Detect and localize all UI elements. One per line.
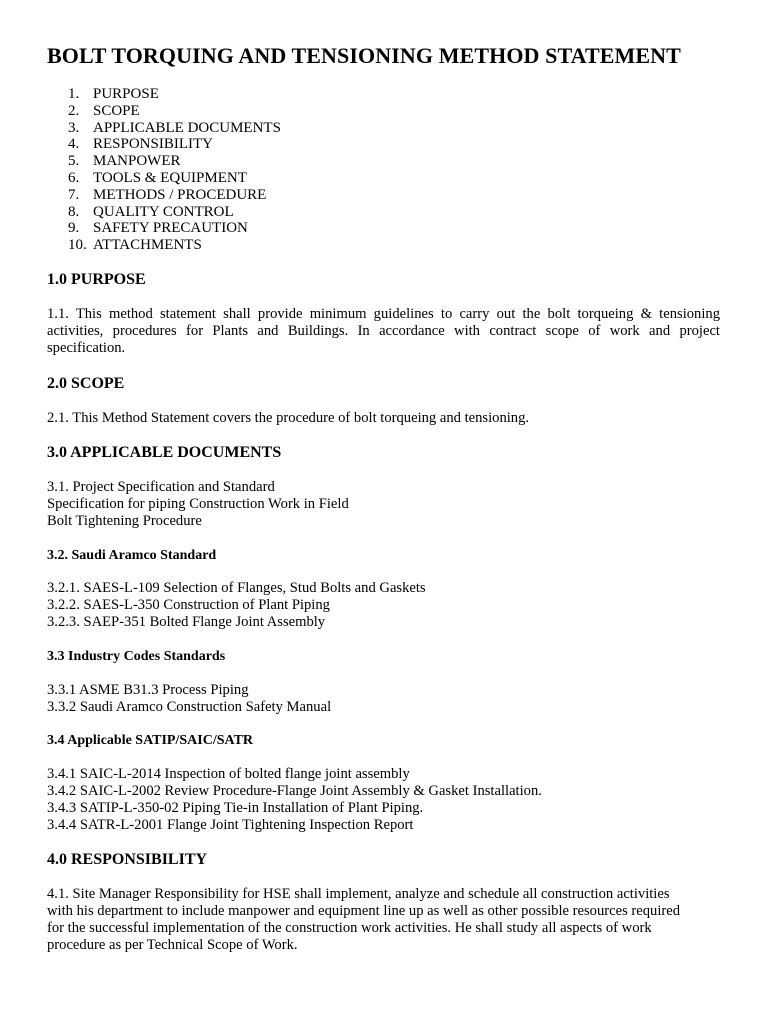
subsection-heading-aramco-standard: 3.2. Saudi Aramco Standard (47, 548, 217, 563)
document-title: BOLT TORQUING AND TENSIONING METHOD STATEMENT (47, 43, 681, 68)
toc-item (68, 170, 281, 187)
applicable-documents-list (47, 479, 720, 530)
toc-number: 8. (68, 203, 80, 220)
document-line: 3.1. Project Specification and Standard (47, 479, 275, 495)
toc-number: 6. (68, 169, 80, 186)
section-heading-applicable-documents: 3.0 APPLICABLE DOCUMENTS (47, 444, 282, 461)
toc-label: ATTACHMENTS (93, 237, 202, 254)
toc-label: METHODS / PROCEDURE (93, 186, 267, 203)
toc-label: TOOLS & EQUIPMENT (93, 169, 247, 186)
toc-item (68, 120, 281, 137)
toc-item (68, 204, 281, 221)
responsibility-paragraph (47, 886, 720, 954)
toc-number: 2. (68, 102, 80, 119)
document-line: 3.4.4 SATR-L-2001 Flange Joint Tightening Inspection Report (47, 817, 414, 833)
aramco-standard-list (47, 580, 720, 631)
document-line: 3.2.3. SAEP-351 Bolted Flange Joint Assembly (47, 614, 326, 630)
toc-item (68, 187, 281, 204)
document-line: 3.4.3 SATIP-L-350-02 Piping Tie-in Installation of Plant Piping. (47, 800, 424, 816)
purpose-paragraph: 1.1. This method statement shall provide minimum guidelines to carry out the bolt torqueing & tensioning activities, procedures for Plants and Buildings. In accordance with contract scope of work and project specification. (47, 306, 720, 356)
satip-saic-satr-list (47, 766, 720, 834)
toc-label: SCOPE (93, 102, 140, 119)
toc-label: PURPOSE (93, 86, 159, 102)
document-line: 3.4.2 SAIC-L-2002 Review Procedure-Flange Joint Assembly & Gasket Installation. (47, 783, 542, 799)
subsection-heading-industry-codes: 3.3 Industry Codes Standards (47, 649, 226, 664)
subsection-heading-satip-saic-satr: 3.4 Applicable SATIP/SAIC/SATR (47, 733, 254, 748)
document-line: Bolt Tightening Procedure (47, 513, 202, 529)
document-line: 3.3.2 Saudi Aramco Construction Safety Manual (47, 699, 332, 715)
toc-item (68, 153, 281, 170)
toc-label: QUALITY CONTROL (93, 203, 234, 220)
table-of-contents (68, 86, 281, 254)
scope-paragraph: 2.1. This Method Statement covers the procedure of bolt torqueing and tensioning. (47, 410, 530, 426)
paragraph-line: with his department to include manpower and equipment line up as well as other possible resources required (47, 903, 681, 919)
document-line: Specification for piping Construction Work in Field (47, 496, 349, 512)
toc-number: 5. (68, 153, 80, 170)
document-line: 3.2.1. SAES-L-109 Selection of Flanges, Stud Bolts and Gaskets (47, 580, 426, 596)
paragraph-line: 4.1. Site Manager Responsibility for HSE shall implement, analyze and schedule all construction activities (47, 886, 670, 902)
document-line: 3.2.2. SAES-L-350 Construction of Plant Piping (47, 597, 330, 613)
toc-label: APPLICABLE DOCUMENTS (93, 119, 281, 136)
toc-label: SAFETY PRECAUTION (93, 220, 248, 237)
toc-item (68, 86, 281, 103)
toc-number: 9. (68, 220, 80, 237)
toc-item (68, 103, 281, 120)
section-heading-responsibility: 4.0 RESPONSIBILITY (47, 851, 208, 868)
toc-label: MANPOWER (93, 153, 181, 170)
document-line: 3.4.1 SAIC-L-2014 Inspection of bolted flange joint assembly (47, 766, 410, 782)
toc-number: 7. (68, 186, 80, 203)
toc-number: 3. (68, 119, 80, 136)
section-heading-purpose: 1.0 PURPOSE (47, 271, 146, 288)
document-line: 3.3.1 ASME B31.3 Process Piping (47, 682, 249, 698)
industry-codes-list (47, 682, 720, 716)
section-heading-scope: 2.0 SCOPE (47, 375, 125, 392)
toc-item (68, 220, 281, 237)
toc-number: 4. (68, 136, 80, 153)
toc-number: 1. (68, 86, 80, 102)
paragraph-line: procedure as per Technical Scope of Work. (47, 937, 298, 953)
toc-item (68, 237, 281, 254)
toc-label: RESPONSIBILITY (93, 136, 214, 153)
paragraph-line: for the successful implementation of the construction work activities. He shall study all aspects of work (47, 920, 652, 936)
toc-item (68, 136, 281, 153)
toc-number: 10. (68, 237, 87, 254)
